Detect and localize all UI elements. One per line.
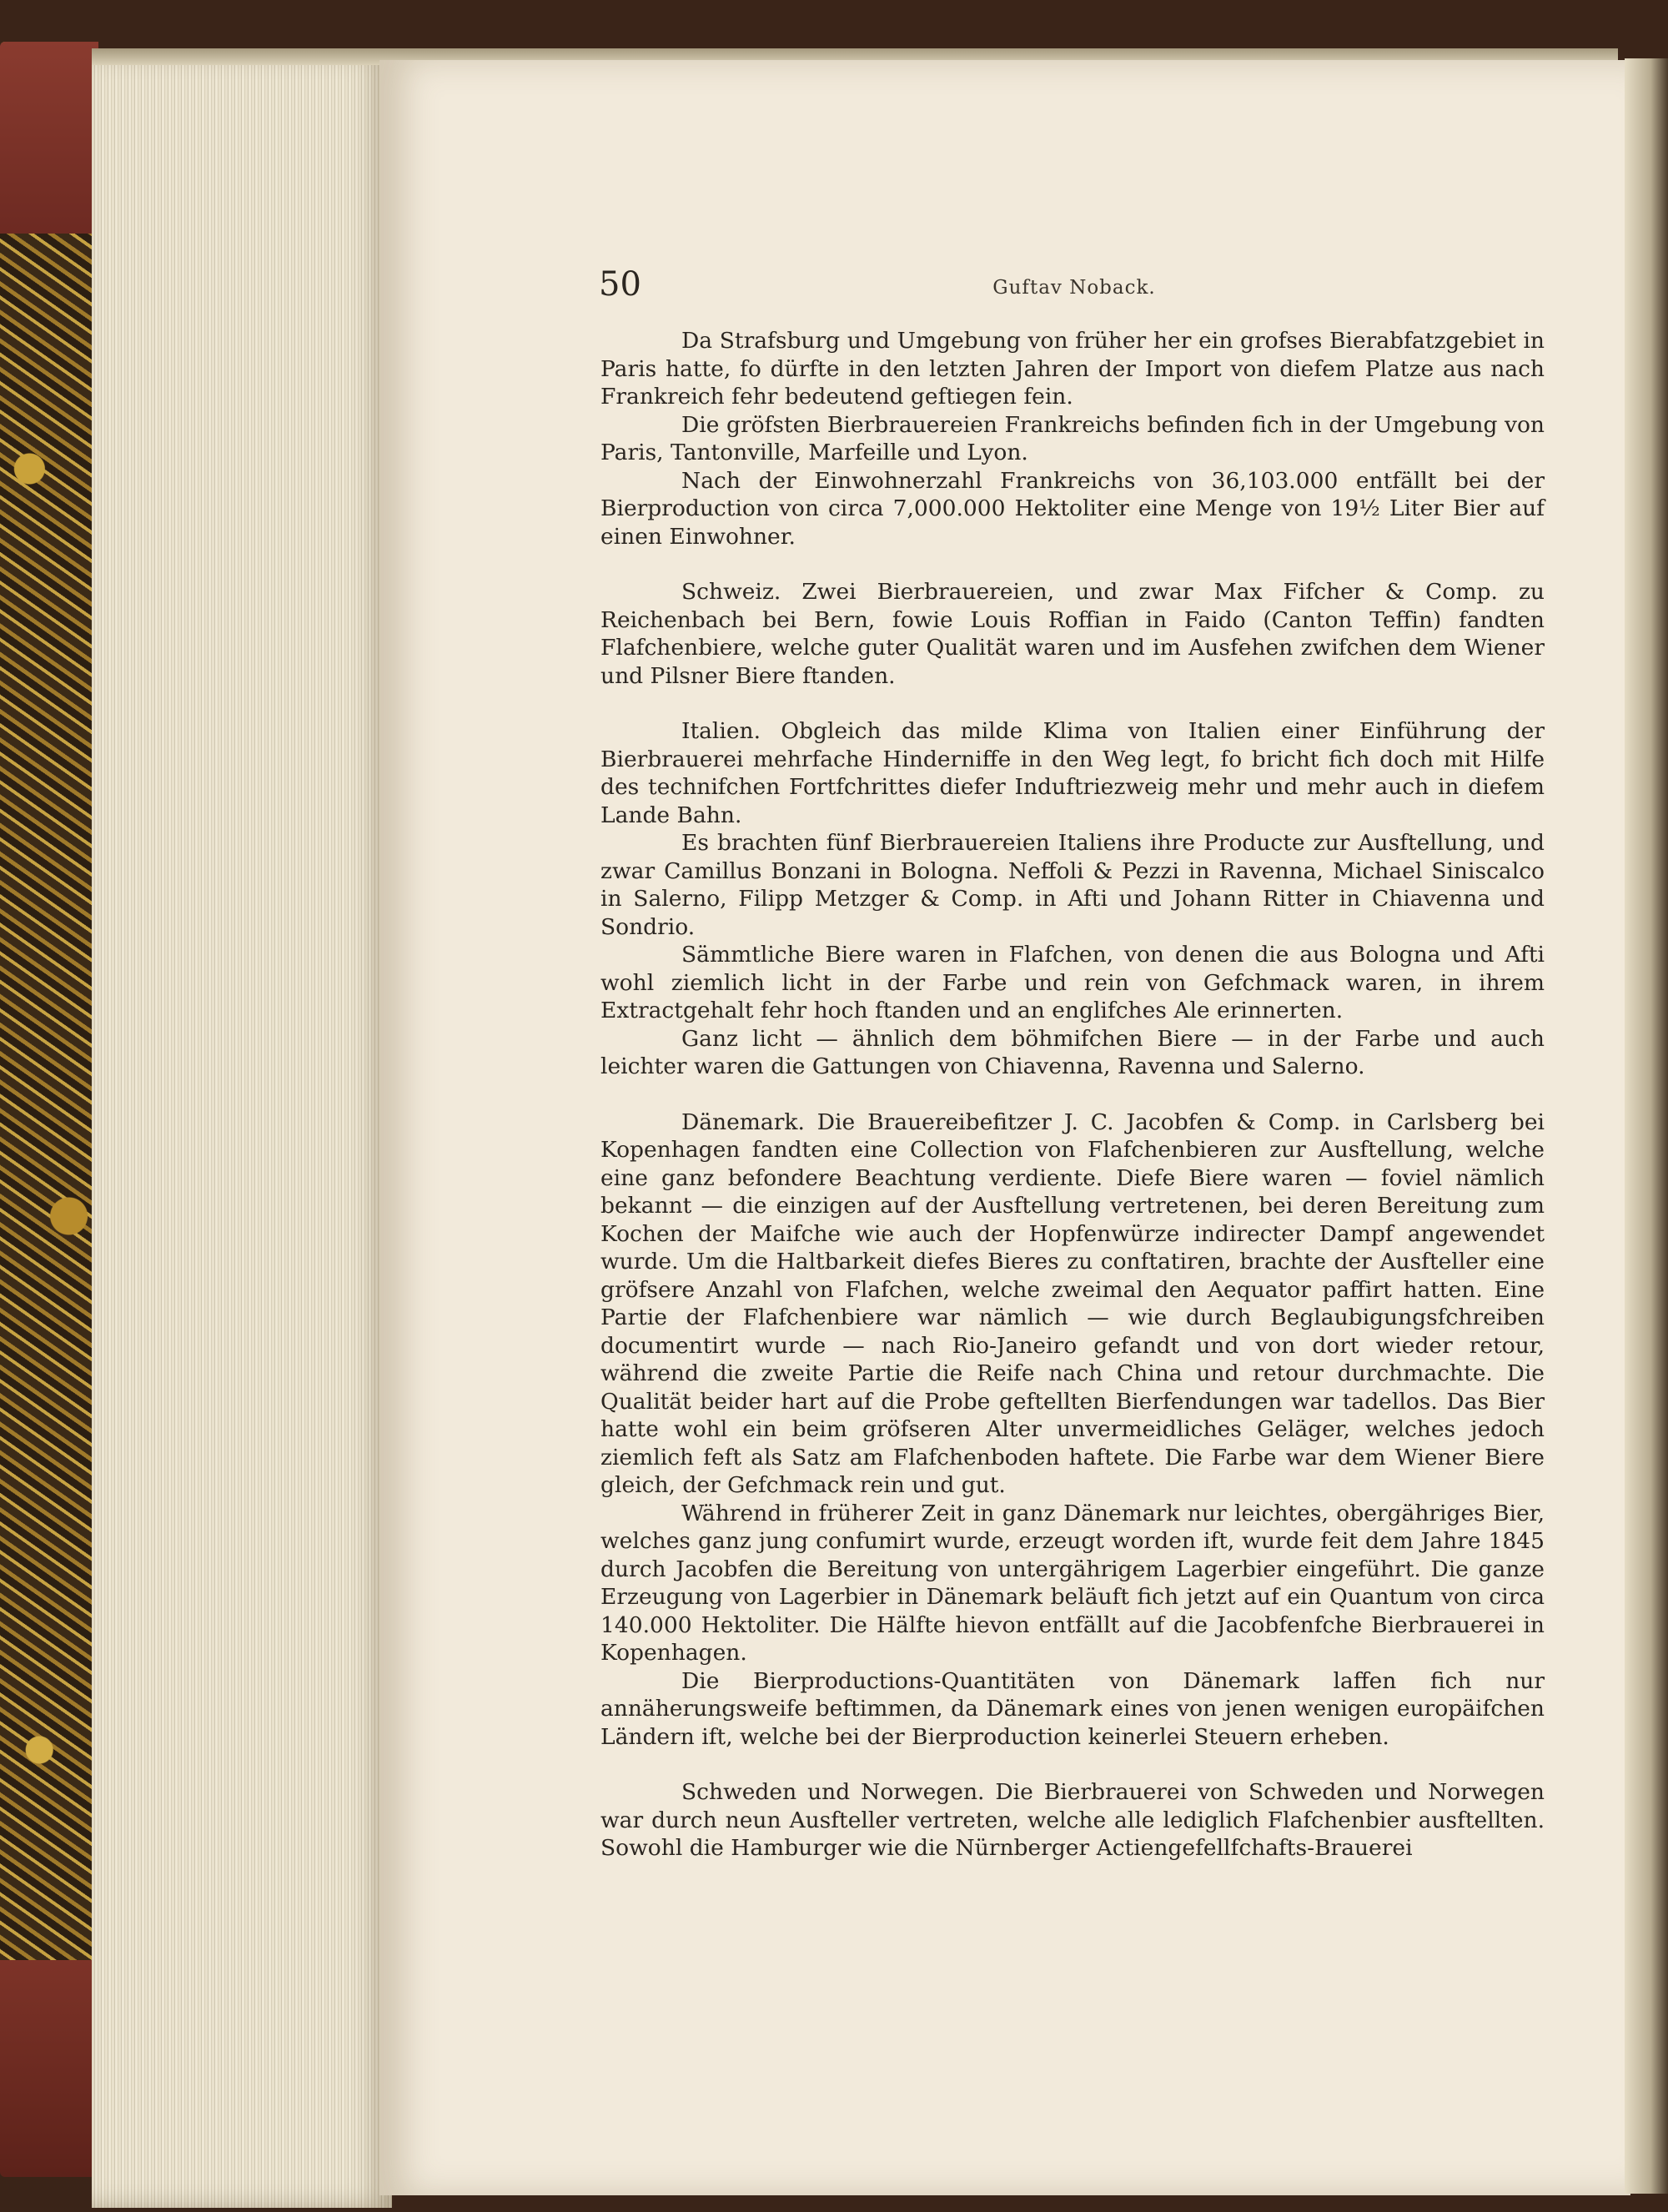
page-number: 50 [599,265,641,304]
page-header [599,265,1550,307]
paragraph: Nach der Einwohnerzahl Frankreichs von 36,103.000 entfällt bei der Bierproduction von circa 7,000.000 Hektoliter eine Menge von 19½ Liter Bier auf einen Einwohner. [600,467,1545,550]
leather-corner-top [0,42,98,234]
leather-corner-bottom [0,1960,98,2177]
text-body [600,327,1545,1863]
paragraph: Es brachten fünf Bierbrauereien Italiens ihre Producte zur Ausftellung, und zwar Camillus Bonzani in Bologna. Neffoli & Pezzi in Ravenna, Michael Siniscalco in Salerno, Filipp Metzger & Comp. in Afti und Johann Ritter in Chiavenna und Sondrio. [600,830,1545,940]
paragraph: Während in früherer Zeit in ganz Dänemark nur leichtes, obergähriges Bier, welches ganz jung confumirt wurde, erzeugt worden ift, wurde feit dem Jahre 1845 durch Jacobfen die Bereitung von untergährigem Lagerbier eingeführt. Die ganze Erzeugung von Lagerbier in Dänemark beläuft fich jetzt auf ein Quantum von circa 140.000 Hektoliter. Die Hälfte hievon entfällt auf die Jacobfenfche Bierbrauerei in Kopenhagen. [600,1500,1545,1666]
paragraph-section-daenemark: Dänemark. Die Brauereibefitzer J. C. Jacobfen & Comp. in Carlsberg bei Kopenhagen fandten eine Collection von Flafchenbieren zur Ausftellung, welche eine ganz befondere Beachtung verdiente. Diefe Biere waren — foviel nämlich bekannt — die einzigen auf der Ausftellung vertretenen, bei deren Bereitung zum Kochen der Maifche wie auch der Hopfenwürze indirecter Dampf angewendet wurde. Um die Haltbarkeit diefes Bieres zu conftatiren, brachte der Ausfteller eine gröfsere Anzahl von Flafchen, welche zweimal den Aequator paffirt hatten. Eine Partie der Flafchenbiere war nämlich — wie durch Beglaubigungsfchreiben documentirt wurde — nach Rio-Janeiro gefandt und von dort wieder retour, während die zweite Partie die Reife nach China und retour durchmachte. Die Qualität beider hart auf die Probe geftellten Bierfendungen war tadellos. Das Bier hatte wohl ein beim gröfseren Alter unvermeidliches Geläger, welches jedoch ziemlich feft als Satz am Flafchenboden haftete. Die Farbe war dem Wiener Biere gleich, der Gefchmack rein und gut. [600,1109,1545,1498]
paragraph: Ganz licht — ähnlich dem böhmifchen Biere — in der Farbe und auch leichter waren die Gattungen von Chiavenna, Ravenna und Salerno. [600,1025,1545,1079]
paragraph: Die gröfsten Bierbrauereien Frankreichs befinden fich in der Umgebung von Paris, Tantonville, Marfeille und Lyon. [600,411,1545,465]
facing-page-edge [1625,58,1668,2194]
paragraph: Da Strafsburg und Umgebung von früher her ein grofses Bierabfatzgebiet in Paris hatte, fo dürfte in den letzten Jahren der Import von diefem Platze aus nach Frankreich fehr bedeutend geftiegen fein. [600,328,1545,410]
page-block-edges [92,52,392,2208]
paragraph-section-italien: Italien. Obgleich das milde Klima von Italien einer Einführung der Bierbrauerei mehrfache Hinderniffe in den Weg legt, fo bricht fich doch mit Hilfe des technifchen Fortfchrittes diefer Induftriezweig mehr und mehr auch in diefem Lande Bahn. [600,718,1545,828]
paragraph-section-schweden-norwegen: Schweden und Norwegen. Die Bierbrauerei von Schweden und Norwegen war durch neun Ausfteller vertreten, welche alle lediglich Flafchenbier ausftellten. Sowohl die Hamburger wie die Nürnberger Actiengefellfchafts-Brauerei [600,1779,1545,1861]
paragraph: Die Bierproductions-Quantitäten von Dänemark laffen fich nur annäherungsweife beftimmen, da Dänemark eines von jenen wenigen europäifchen Ländern ift, welche bei der Bierproduction keinerlei Steuern erheben. [600,1667,1545,1750]
running-head: Guftav Noback. [992,277,1156,299]
paragraph-section-schweiz: Schweiz. Zwei Bierbrauereien, und zwar Max Fifcher & Comp. zu Reichenbach bei Bern, fowie Louis Roffian in Faido (Canton Teffin) fandten Flafchenbiere, welche guter Qualität waren und im Ausfehen zwifchen dem Wiener und Pilsner Biere ftanden. [600,579,1545,689]
marbled-cover-board [0,42,98,2177]
paragraph: Sämmtliche Biere waren in Flafchen, von denen die aus Bologna und Afti wohl ziemlich licht in der Farbe und rein von Gefchmack waren, in ihrem Extractgehalt fehr hoch ftanden und an englifches Ale erinnerten. [600,942,1545,1023]
